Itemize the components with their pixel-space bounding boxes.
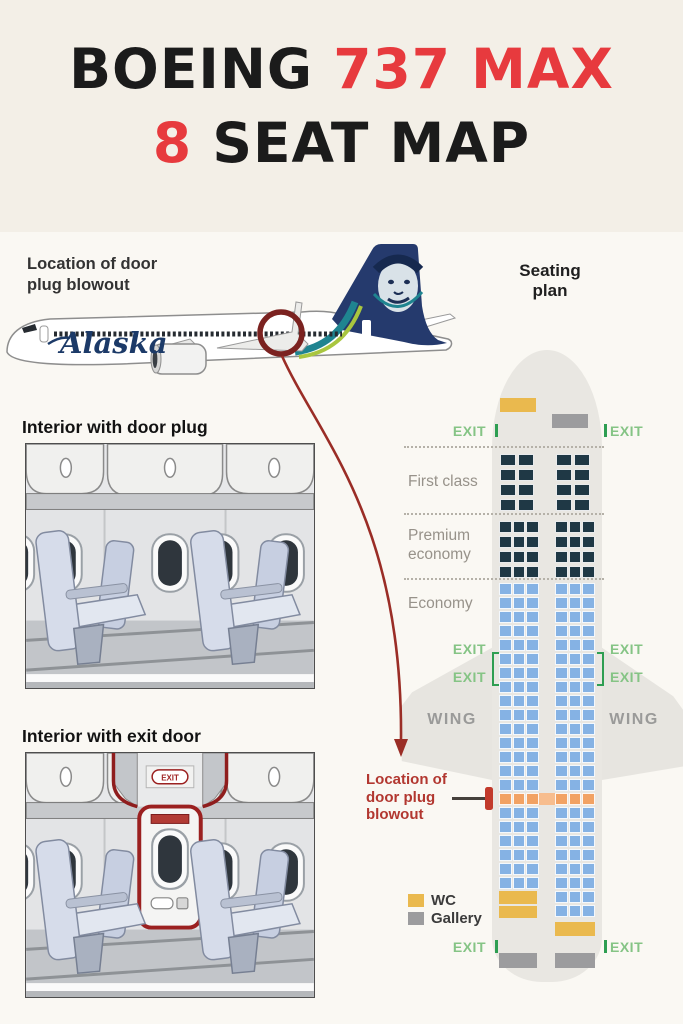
- seat-economy: [513, 653, 526, 665]
- seat-economy: [582, 751, 595, 763]
- exit-tick-front-right: [604, 424, 607, 437]
- seat-economy: [582, 877, 595, 889]
- seat-economy: [555, 653, 568, 665]
- seat-premium: [526, 521, 539, 533]
- seat-economy: [582, 723, 595, 735]
- seat-economy: [526, 639, 539, 651]
- seat-economy: [513, 723, 526, 735]
- seat-economy: [499, 723, 512, 735]
- seat-economy: [569, 639, 582, 651]
- seat-economy: [555, 639, 568, 651]
- seat-premium: [499, 536, 512, 548]
- seat-economy: [499, 709, 512, 721]
- bin-handle: [269, 767, 280, 786]
- seat-economy: [569, 807, 582, 819]
- seating-heading-line1: Seating: [519, 261, 581, 280]
- seat-economy: [569, 765, 582, 777]
- seat-economy: [526, 667, 539, 679]
- seat-economy: [569, 667, 582, 679]
- seat-economy: [526, 849, 539, 861]
- airplane-illustration: [2, 240, 458, 428]
- rear-wc-left-2: [499, 906, 537, 919]
- blowout-row-aisle: [539, 793, 556, 805]
- first-class-label: First class: [408, 473, 478, 490]
- seat-economy: [513, 583, 526, 595]
- seat-economy: [526, 653, 539, 665]
- seat-economy: [582, 695, 595, 707]
- seat-economy: [555, 625, 568, 637]
- seat-economy: [513, 667, 526, 679]
- exit-label-front-left: EXIT: [452, 423, 486, 439]
- seat-premium: [555, 566, 568, 578]
- seat-economy: [582, 667, 595, 679]
- exit-bracket-right: [597, 652, 604, 686]
- seat-economy: [555, 723, 568, 735]
- seat-economy: [499, 611, 512, 623]
- seat-economy: [569, 849, 582, 861]
- overhead-bins: [26, 444, 314, 509]
- rear-wc-right: [555, 922, 595, 936]
- seat-economy: [499, 779, 512, 791]
- seat-economy: [513, 611, 526, 623]
- seat-economy: [555, 751, 568, 763]
- seat-premium: [582, 551, 595, 563]
- seat-economy: [526, 723, 539, 735]
- seat-economy: [499, 821, 512, 833]
- exit-label-rear-right: EXIT: [610, 939, 644, 955]
- seat-economy: [555, 765, 568, 777]
- seat-economy: [582, 625, 595, 637]
- seat-economy: [526, 737, 539, 749]
- seat-economy: [555, 891, 568, 903]
- interior-exit-door-heading: Interior with exit door: [22, 726, 201, 746]
- seat-economy: [569, 611, 582, 623]
- seat-economy: [526, 751, 539, 763]
- seat-first-class: [518, 499, 534, 511]
- seat-economy: [582, 737, 595, 749]
- exit-tick-rear-right: [604, 940, 607, 953]
- seating-heading-line2: plan: [532, 281, 568, 300]
- seat-premium: [569, 536, 582, 548]
- seat-economy: [569, 681, 582, 693]
- seat-economy: [555, 737, 568, 749]
- title-black-part2: SEAT MAP: [192, 111, 531, 175]
- seat-economy: [582, 639, 595, 651]
- bin-handle: [165, 458, 176, 477]
- separator-premium: [404, 513, 604, 515]
- seat-premium: [582, 521, 595, 533]
- seat-economy: [513, 765, 526, 777]
- page-title-line1: [0, 37, 683, 101]
- seat-economy: [569, 891, 582, 903]
- seat-economy: [499, 737, 512, 749]
- seat-economy: [555, 695, 568, 707]
- seat-economy: [526, 807, 539, 819]
- seat-first-class: [556, 484, 572, 496]
- seat-premium: [499, 551, 512, 563]
- cabin-window: [151, 533, 189, 593]
- seat-economy: [499, 597, 512, 609]
- premium-economy-label: [408, 526, 471, 564]
- seat-economy: [582, 863, 595, 875]
- seat-economy: [569, 835, 582, 847]
- seat-economy: [513, 695, 526, 707]
- airplane-svg: [2, 240, 458, 428]
- seat-economy: [555, 611, 568, 623]
- seat-premium: [555, 551, 568, 563]
- seat-economy: [499, 877, 512, 889]
- seat-economy: [555, 709, 568, 721]
- seat-economy: [499, 863, 512, 875]
- seat-premium: [582, 536, 595, 548]
- exit-label-rear-left: EXIT: [452, 939, 486, 955]
- seat-premium: [499, 521, 512, 533]
- wc-swatch: [408, 894, 424, 907]
- seat-economy: [526, 779, 539, 791]
- cabin-interior-svg: [26, 753, 314, 997]
- seat-premium: [513, 536, 526, 548]
- rear-door-mark: [362, 320, 371, 337]
- seat-economy: [513, 709, 526, 721]
- premium-label-line1: Premium: [408, 527, 471, 544]
- seat-economy: [499, 639, 512, 651]
- gallery-swatch: [408, 912, 424, 925]
- seat-economy: [499, 695, 512, 707]
- seat-economy: [513, 681, 526, 693]
- seat-economy: [555, 835, 568, 847]
- seat-first-class: [556, 454, 572, 466]
- bin-handle: [269, 458, 280, 477]
- seat-economy: [499, 583, 512, 595]
- seat-economy: [513, 835, 526, 847]
- seat-economy: [499, 681, 512, 693]
- seat-economy: [526, 821, 539, 833]
- front-wc: [500, 398, 536, 412]
- seat-premium: [513, 551, 526, 563]
- exit-label-wing2-right: EXIT: [610, 669, 644, 685]
- seat-economy: [526, 765, 539, 777]
- seat-economy: [499, 807, 512, 819]
- seat-economy: [513, 807, 526, 819]
- seat-economy: [569, 625, 582, 637]
- seat-economy: [513, 751, 526, 763]
- seat-economy: [555, 807, 568, 819]
- exit-label-front-right: EXIT: [610, 423, 644, 439]
- seat-economy: [582, 681, 595, 693]
- seat-economy: [569, 905, 582, 917]
- seat-economy: [526, 709, 539, 721]
- seat-economy: [555, 667, 568, 679]
- seat-economy: [569, 597, 582, 609]
- airline-logo: Alaska: [60, 326, 168, 360]
- front-galley: [552, 414, 588, 428]
- seat-premium: [526, 566, 539, 578]
- wing-label-right: WING: [609, 711, 659, 728]
- seat-economy: [526, 583, 539, 595]
- seat-economy: [555, 849, 568, 861]
- seat-premium: [555, 536, 568, 548]
- legend: [408, 891, 482, 927]
- seat-blowout-row: [526, 793, 539, 805]
- seat-economy: [513, 779, 526, 791]
- seat-premium: [513, 566, 526, 578]
- door-plug-callout-line2: plug blowout: [27, 276, 130, 294]
- interior-exit-door-image: [25, 752, 315, 998]
- seat-economy: [526, 863, 539, 875]
- blowout-connector-line: [452, 797, 486, 800]
- seat-economy: [526, 681, 539, 693]
- blowout-callout-line3: blowout: [366, 806, 424, 823]
- seat-economy: [582, 905, 595, 917]
- seat-economy: [513, 821, 526, 833]
- seat-economy: [582, 849, 595, 861]
- seat-economy: [513, 625, 526, 637]
- premium-label-line2: economy: [408, 546, 471, 563]
- seat-economy: [526, 611, 539, 623]
- seat-economy: [499, 625, 512, 637]
- seat-premium: [499, 566, 512, 578]
- seat-map-fuselage: [492, 350, 602, 982]
- seat-economy: [569, 751, 582, 763]
- seat-first-class: [574, 469, 590, 481]
- seat-economy: [526, 597, 539, 609]
- page-title-line2: [0, 111, 683, 175]
- seat-economy: [555, 583, 568, 595]
- interior-door-plug-image: [25, 443, 315, 689]
- door-plug-callout-line1: Location of door: [27, 255, 158, 273]
- seat-first-class: [556, 499, 572, 511]
- seat-economy: [569, 723, 582, 735]
- seat-economy: [513, 849, 526, 861]
- seating-plan-heading: [505, 261, 595, 301]
- legend-row-wc: [408, 891, 482, 909]
- seat-economy: [582, 779, 595, 791]
- blowout-row-callout: [366, 771, 447, 824]
- separator-economy: [404, 578, 604, 580]
- seat-economy: [582, 821, 595, 833]
- legend-row-gallery: [408, 909, 482, 927]
- bin-handle: [60, 767, 71, 786]
- seat-economy: [569, 779, 582, 791]
- seat-economy: [499, 751, 512, 763]
- blowout-callout-line2: door plug: [366, 788, 436, 806]
- wing-label-left: WING: [427, 711, 477, 728]
- seat-economy: [513, 877, 526, 889]
- seat-economy: [569, 877, 582, 889]
- seat-premium: [513, 521, 526, 533]
- seat-economy: [569, 653, 582, 665]
- seat-premium: [555, 521, 568, 533]
- exit-label-wing1-right: EXIT: [610, 641, 644, 657]
- title-red-part1: 737 MAX: [333, 37, 614, 101]
- seat-economy: [582, 765, 595, 777]
- seat-economy: [555, 681, 568, 693]
- exit-label-wing1-left: EXIT: [452, 641, 486, 657]
- seat-premium: [582, 566, 595, 578]
- seat-economy: [499, 849, 512, 861]
- exit-label-wing2-left: EXIT: [452, 669, 486, 685]
- seat-first-class: [518, 454, 534, 466]
- cabin-interior-svg: [26, 444, 314, 688]
- seat-economy: [513, 597, 526, 609]
- wc-label: WC: [431, 891, 456, 909]
- seat-blowout-row: [499, 793, 512, 805]
- seat-economy: [569, 709, 582, 721]
- seat-economy: [582, 611, 595, 623]
- exit-tick-front-left: [495, 424, 498, 437]
- seat-economy: [569, 821, 582, 833]
- seat-economy: [513, 737, 526, 749]
- seat-economy: [526, 877, 539, 889]
- separator-first-class: [404, 446, 604, 448]
- seat-economy: [526, 835, 539, 847]
- seat-economy: [582, 597, 595, 609]
- seat-blowout-row: [569, 793, 582, 805]
- seat-first-class: [574, 499, 590, 511]
- exit-tick-rear-left: [495, 940, 498, 953]
- seat-economy: [555, 863, 568, 875]
- seat-economy: [582, 583, 595, 595]
- seat-premium: [569, 521, 582, 533]
- economy-label: Economy: [408, 595, 473, 612]
- seat-economy: [555, 597, 568, 609]
- gallery-label: Gallery: [431, 909, 482, 927]
- bin-handle: [60, 458, 71, 477]
- seat-economy: [526, 625, 539, 637]
- interior-door-plug-heading: Interior with door plug: [22, 417, 208, 437]
- seat-blowout-row: [513, 793, 526, 805]
- seat-economy: [555, 779, 568, 791]
- seat-economy: [582, 891, 595, 903]
- seat-economy: [569, 863, 582, 875]
- seat-economy: [526, 695, 539, 707]
- seat-premium: [526, 551, 539, 563]
- seat-economy: [555, 821, 568, 833]
- seat-first-class: [500, 499, 516, 511]
- seat-economy: [499, 667, 512, 679]
- seat-first-class: [500, 469, 516, 481]
- title-red-part2: 8: [152, 111, 193, 175]
- seat-blowout-row: [582, 793, 595, 805]
- seat-economy: [499, 835, 512, 847]
- seat-economy: [499, 653, 512, 665]
- seat-economy: [569, 583, 582, 595]
- rear-wc-left-1: [499, 891, 537, 904]
- seat-first-class: [518, 484, 534, 496]
- exit-bracket-left: [492, 652, 499, 686]
- seat-blowout-row: [555, 793, 568, 805]
- rear-galley-left: [499, 953, 537, 968]
- seat-first-class: [518, 469, 534, 481]
- exit-sign: EXIT: [161, 773, 179, 783]
- title-black-part1: BOEING: [69, 37, 334, 101]
- seat-economy: [569, 695, 582, 707]
- seat-economy: [499, 765, 512, 777]
- blowout-row-marker: [485, 787, 493, 810]
- seat-first-class: [500, 484, 516, 496]
- seat-premium: [569, 551, 582, 563]
- rear-galley-right: [555, 953, 595, 968]
- seat-first-class: [500, 454, 516, 466]
- seat-first-class: [574, 484, 590, 496]
- seat-economy: [513, 863, 526, 875]
- blowout-callout-line1: Location of: [366, 771, 447, 788]
- seat-economy: [582, 709, 595, 721]
- seat-economy: [569, 737, 582, 749]
- seat-economy: [513, 639, 526, 651]
- seat-economy: [555, 905, 568, 917]
- seat-premium: [526, 536, 539, 548]
- seat-economy: [582, 653, 595, 665]
- seat-economy: [555, 877, 568, 889]
- seat-economy: [582, 807, 595, 819]
- seat-first-class: [556, 469, 572, 481]
- seat-premium: [569, 566, 582, 578]
- seat-economy: [582, 835, 595, 847]
- seat-first-class: [574, 454, 590, 466]
